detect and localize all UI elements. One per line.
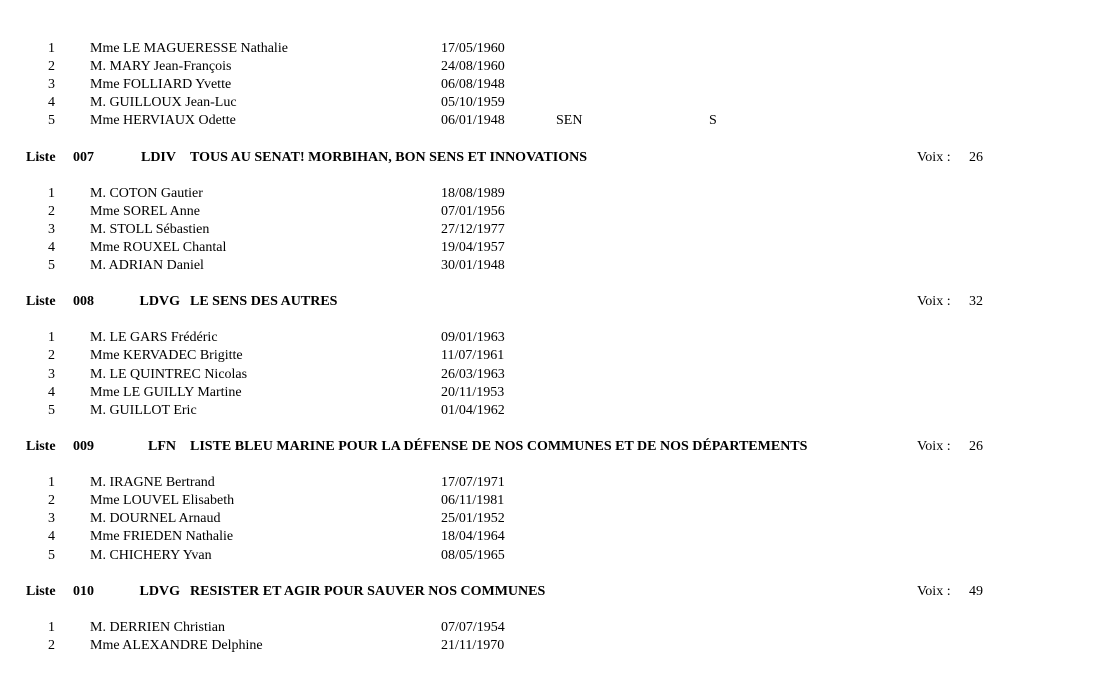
candidate-rank: 5 (48, 548, 55, 563)
candidate-row (0, 239, 1108, 257)
candidate-row (0, 528, 1108, 546)
candidate-name: Mme KERVADEC Brigitte (90, 348, 243, 363)
candidate-birthdate: 06/01/1948 (441, 113, 505, 128)
candidate-birthdate: 17/07/1971 (441, 475, 505, 490)
list-header (0, 583, 1108, 601)
candidate-birthdate: 26/03/1963 (441, 367, 505, 382)
candidate-name: M. GUILLOUX Jean-Luc (90, 95, 237, 110)
list-header (0, 293, 1108, 311)
list-nuance: LFN (148, 439, 176, 454)
candidate-rank: 4 (48, 95, 55, 110)
candidate-name: M. GUILLOT Eric (90, 403, 197, 418)
candidate-birthdate: 01/04/1962 (441, 403, 505, 418)
candidate-name: M. STOLL Sébastien (90, 222, 210, 237)
candidate-mandate-flag: S (709, 113, 717, 128)
candidate-row (0, 94, 1108, 112)
candidate-row (0, 474, 1108, 492)
votes-label: Voix : (917, 150, 951, 165)
list-label: Liste (26, 439, 56, 454)
votes-label: Voix : (917, 439, 951, 454)
candidate-birthdate: 25/01/1952 (441, 511, 505, 526)
candidate-name: Mme LOUVEL Elisabeth (90, 493, 235, 508)
candidate-rank: 2 (48, 493, 55, 508)
candidate-rank: 4 (48, 240, 55, 255)
votes-value: 49 (969, 584, 983, 599)
candidate-rank: 5 (48, 113, 55, 128)
votes-label: Voix : (917, 584, 951, 599)
candidate-birthdate: 30/01/1948 (441, 258, 505, 273)
candidate-rank: 1 (48, 186, 55, 201)
candidate-name: M. LE QUINTREC Nicolas (90, 367, 248, 382)
candidate-birthdate: 08/05/1965 (441, 548, 505, 563)
candidate-rank: 5 (48, 403, 55, 418)
candidate-birthdate: 06/11/1981 (441, 493, 505, 508)
candidate-name: Mme HERVIAUX Odette (90, 113, 236, 128)
candidate-birthdate: 21/11/1970 (441, 638, 505, 653)
list-number: 008 (73, 294, 94, 309)
list-label: Liste (26, 294, 56, 309)
list-number: 009 (73, 439, 94, 454)
candidate-rank: 1 (48, 330, 55, 345)
candidate-name: Mme LE GUILLY Martine (90, 385, 242, 400)
votes-value: 26 (969, 439, 983, 454)
candidate-row (0, 366, 1108, 384)
votes-value: 26 (969, 150, 983, 165)
candidate-name: Mme FOLLIARD Yvette (90, 77, 232, 92)
candidate-name: M. CHICHERY Yvan (90, 548, 212, 563)
candidate-rank: 1 (48, 41, 55, 56)
candidate-name: M. COTON Gautier (90, 186, 203, 201)
candidate-rank: 2 (48, 59, 55, 74)
list-header (0, 149, 1108, 167)
list-nuance: LDVG (139, 584, 180, 599)
candidate-row (0, 547, 1108, 565)
candidate-name: Mme LE MAGUERESSE Nathalie (90, 41, 288, 56)
candidate-birthdate: 18/08/1989 (441, 186, 505, 201)
candidate-name: M. MARY Jean-François (90, 59, 232, 74)
candidate-row (0, 329, 1108, 347)
candidate-name: M. DOURNEL Arnaud (90, 511, 221, 526)
candidate-name: Mme ALEXANDRE Delphine (90, 638, 263, 653)
candidate-birthdate: 07/07/1954 (441, 620, 505, 635)
list-label: Liste (26, 584, 56, 599)
candidate-row (0, 347, 1108, 365)
candidate-row (0, 76, 1108, 94)
candidate-rank: 3 (48, 77, 55, 92)
candidate-name: Mme FRIEDEN Nathalie (90, 529, 234, 544)
candidate-birthdate: 27/12/1977 (441, 222, 505, 237)
candidate-row (0, 112, 1108, 130)
candidate-row (0, 257, 1108, 275)
candidate-birthdate: 06/08/1948 (441, 77, 505, 92)
votes-value: 32 (969, 294, 983, 309)
list-nuance: LDIV (140, 150, 176, 165)
candidate-rank: 3 (48, 367, 55, 382)
candidate-row (0, 619, 1108, 637)
candidate-row (0, 637, 1108, 655)
candidate-name: Mme ROUXEL Chantal (90, 240, 227, 255)
candidate-row (0, 40, 1108, 58)
candidate-row (0, 58, 1108, 76)
candidate-row (0, 221, 1108, 239)
candidate-name: M. ADRIAN Daniel (90, 258, 204, 273)
candidate-birthdate: 20/11/1953 (441, 385, 505, 400)
candidate-rank: 2 (48, 204, 55, 219)
list-number: 010 (73, 584, 94, 599)
list-header (0, 438, 1108, 456)
candidate-row (0, 510, 1108, 528)
candidate-row (0, 402, 1108, 420)
candidate-birthdate: 07/01/1956 (441, 204, 505, 219)
list-title: LE SENS DES AUTRES (190, 294, 338, 309)
candidate-rank: 5 (48, 258, 55, 273)
candidate-row (0, 185, 1108, 203)
candidate-birthdate: 09/01/1963 (441, 330, 505, 345)
candidate-mandate: SEN (556, 113, 583, 128)
list-label: Liste (26, 150, 56, 165)
candidate-row (0, 492, 1108, 510)
candidate-rank: 2 (48, 348, 55, 363)
candidate-name: M. LE GARS Frédéric (90, 330, 218, 345)
candidate-rank: 3 (48, 511, 55, 526)
list-title: TOUS AU SENAT! MORBIHAN, BON SENS ET INNOVATIONS (190, 150, 588, 165)
candidate-birthdate: 11/07/1961 (441, 348, 505, 363)
list-nuance: LDVG (139, 294, 180, 309)
candidate-row (0, 203, 1108, 221)
list-title: RESISTER ET AGIR POUR SAUVER NOS COMMUNES (190, 584, 546, 599)
candidate-name: Mme SOREL Anne (90, 204, 200, 219)
candidate-name: M. DERRIEN Christian (90, 620, 225, 635)
candidate-birthdate: 18/04/1964 (441, 529, 505, 544)
candidate-birthdate: 24/08/1960 (441, 59, 505, 74)
candidate-rank: 4 (48, 529, 55, 544)
candidate-rank: 1 (48, 475, 55, 490)
candidate-name: M. IRAGNE Bertrand (90, 475, 215, 490)
candidate-birthdate: 05/10/1959 (441, 95, 505, 110)
candidate-rank: 4 (48, 385, 55, 400)
candidate-rank: 1 (48, 620, 55, 635)
candidate-rank: 3 (48, 222, 55, 237)
candidate-birthdate: 19/04/1957 (441, 240, 505, 255)
votes-label: Voix : (917, 294, 951, 309)
candidate-rank: 2 (48, 638, 55, 653)
candidate-row (0, 384, 1108, 402)
list-title: LISTE BLEU MARINE POUR LA DÉFENSE DE NOS COMMUNES ET DE NOS DÉPARTEMENTS (190, 439, 808, 454)
list-number: 007 (73, 150, 94, 165)
candidate-birthdate: 17/05/1960 (441, 41, 505, 56)
